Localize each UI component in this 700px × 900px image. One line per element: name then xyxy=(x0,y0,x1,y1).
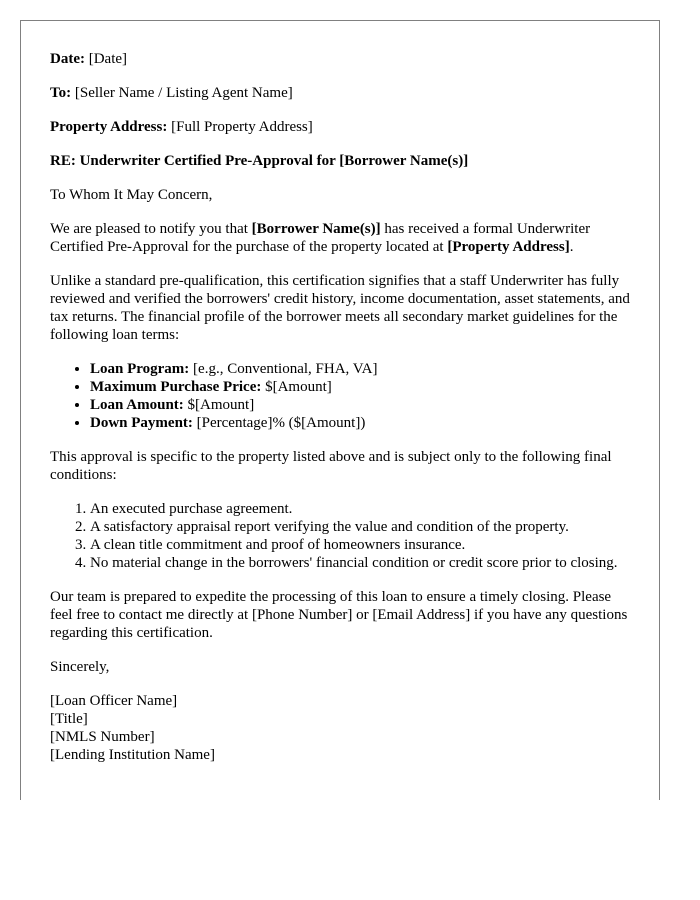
signature-title: [Title] xyxy=(50,711,88,727)
condition-item: 1. An executed purchase agreement. xyxy=(90,500,632,518)
intro-text-1: We are pleased to notify you that xyxy=(50,221,252,237)
max-purchase-price-value: $[Amount] xyxy=(261,379,332,395)
letter-content xyxy=(50,50,632,780)
to-label: To: xyxy=(50,85,72,101)
signature-institution: [Lending Institution Name] xyxy=(50,747,215,763)
loan-term-item xyxy=(90,360,632,378)
loan-amount-label: Loan Amount: xyxy=(90,397,184,413)
property-address-label: Property Address: xyxy=(50,119,168,135)
to-line xyxy=(50,84,632,102)
down-payment-label: Down Payment: xyxy=(90,415,193,431)
to-value: [Seller Name / Listing Agent Name] xyxy=(71,85,293,101)
property-address-value: [Full Property Address] xyxy=(167,119,313,135)
intro-paragraph xyxy=(50,220,632,256)
intro-text-2: has received a formal Underwriter Certified Pre-Approval for the purchase of the property located at xyxy=(50,221,591,255)
intro-borrower-name: [Borrower Name(s)] xyxy=(251,221,381,237)
loan-program-label: Loan Program: xyxy=(90,361,190,377)
down-payment-value: [Percentage]% ($[Amount]) xyxy=(192,415,366,431)
subject-text: RE: Underwriter Certified Pre-Approval for [Borrower Name(s)] xyxy=(50,153,469,169)
loan-amount-value: $[Amount] xyxy=(183,397,255,413)
condition-item: 2. A satisfactory appraisal report verifying the value and condition of the property. xyxy=(90,518,632,536)
closing-paragraph: Our team is prepared to expedite the processing of this loan to ensure a timely closing. Please feel free to contact me directly at [Phone Number] or [Email Address] if you have any questions regarding this certification. xyxy=(50,589,628,641)
salutation: To Whom It May Concern, xyxy=(50,187,213,203)
max-purchase-price-label: Maximum Purchase Price: xyxy=(90,379,262,395)
conditions-list xyxy=(50,500,632,572)
closing-salutation: Sincerely, xyxy=(50,659,110,675)
loan-term-item xyxy=(90,378,632,396)
loan-term-item xyxy=(90,396,632,414)
property-address-line xyxy=(50,118,632,136)
date-line xyxy=(50,50,632,68)
conditions-intro-paragraph: This approval is specific to the property listed above and is subject only to the following final conditions: xyxy=(50,449,612,483)
intro-property-address: [Property Address] xyxy=(447,239,570,255)
condition-item: 3. A clean title commitment and proof of homeowners insurance. xyxy=(90,536,632,554)
letter-page xyxy=(20,20,660,800)
condition-item: 4. No material change in the borrowers' financial condition or credit score prior to closing. xyxy=(90,554,632,572)
intro-text-3: . xyxy=(569,239,574,255)
subject-line xyxy=(50,152,632,170)
signature-block xyxy=(50,692,632,764)
loan-program-value: [e.g., Conventional, FHA, VA] xyxy=(189,361,378,377)
loan-terms-list xyxy=(50,360,632,432)
signature-name: [Loan Officer Name] xyxy=(50,693,178,709)
loan-term-item xyxy=(90,414,632,432)
certification-paragraph: Unlike a standard pre-qualification, this certification signifies that a staff Underwriter has fully reviewed and verified the borrowers' credit history, income documentation, asset statements, and tax returns. The financial profile of the borrower meets all secondary market guidelines for the following loan terms: xyxy=(50,273,630,343)
date-label: Date: xyxy=(50,51,85,67)
date-value: [Date] xyxy=(84,51,128,67)
signature-nmls: [NMLS Number] xyxy=(50,729,155,745)
